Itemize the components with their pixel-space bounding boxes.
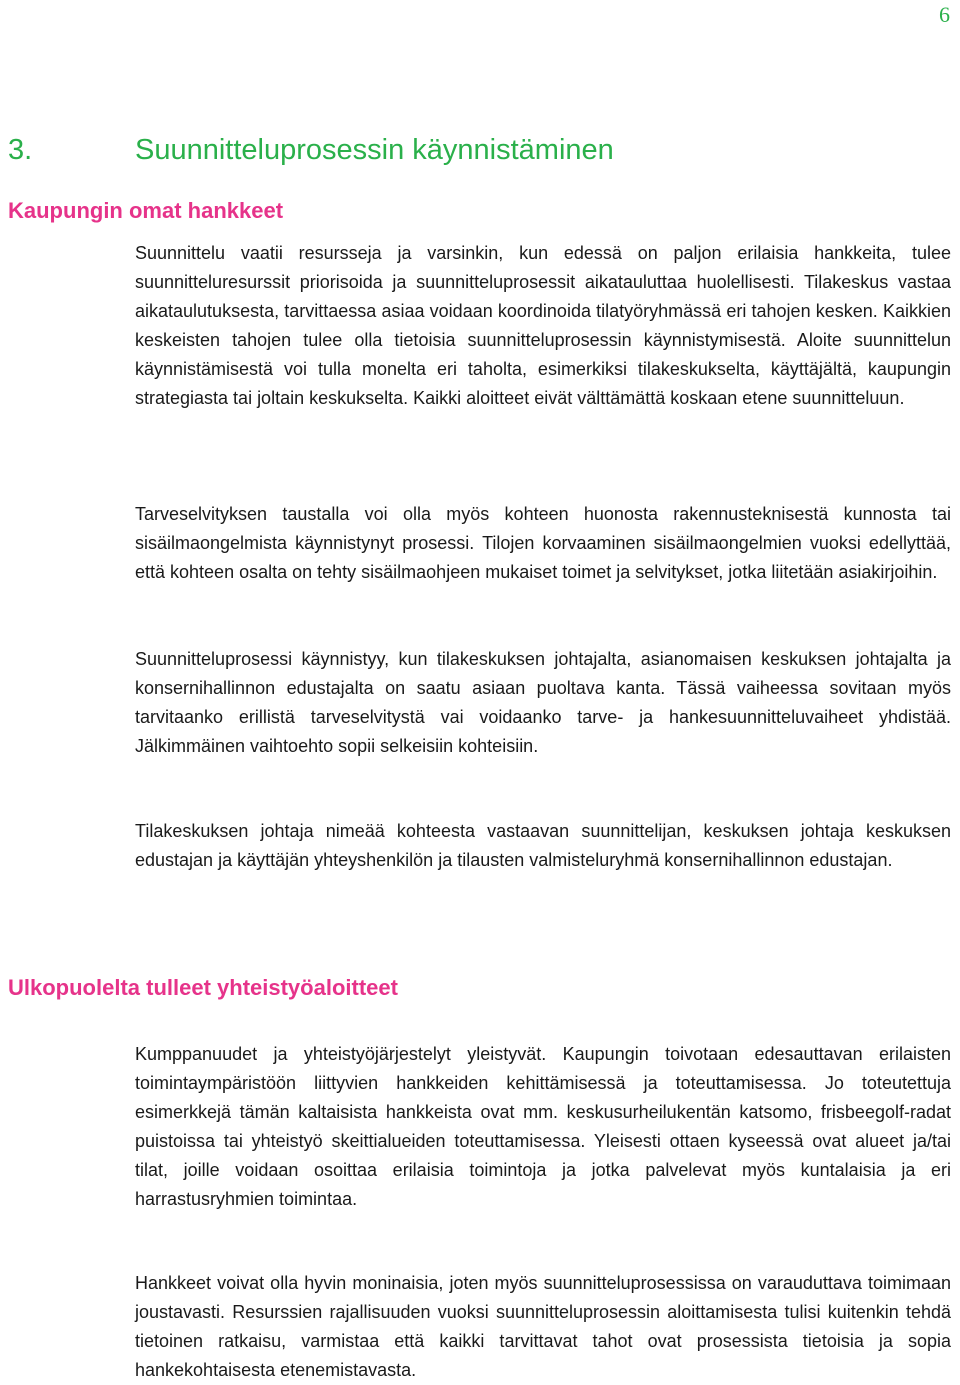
paragraph-1: Suunnittelu vaatii resursseja ja varsinkin, kun edessä on paljon erilaisia hankkeita, tulee suunnitteluresurssit priorisoida ja suunnitteluprosessit aikatauluttaa huolellisesti. Tilakeskus vastaa aikataulutuksesta, tarvittaessa asiaa voidaan koordinoida tilatyöryhmässä eri tahojen kesken. Kaikkien keskeisten tahojen tulee olla tietoisia suunnitteluprosessin käynnistymisestä. Aloite suunnittelun käynnistämisestä voi tulla monelta eri taholta, esimerkiksi tilakeskukselta, käyttäjältä, kaupungin strategiasta tai joltain keskukselta. Kaikki aloitteet eivät välttämättä koskaan etene suunnitteluun. [135,243,951,408]
chapter-title-text: Suunnitteluprosessin käynnistäminen [135,134,614,166]
paragraph-5: Kumppanuudet ja yhteistyöjärjestelyt yleistyvät. Kaupungin toivotaan edesauttavan erilaisten toimintaympäristöön liittyvien hankkeiden kehittämisessä ja toteuttamisessa. Jo toteutettuja esimerkkejä tämän kaltaisista hankkeista ovat mm. keskusurheilukentän katsomo, frisbeegolf-radat puistoissa tai yhteistyö skeittialueiden toteuttamisessa. Yleisesti ottaen kyseessä ovat alueet ja/tai tilat, joille voidaan osoittaa erilaisia toimintoja ja jotka palvelevat myös kuntalaisia ja eri harrastusryhmien toimintaa. [135,1044,951,1209]
chapter-title [8,132,948,168]
section-heading-ulkopuolelta-tulleet: Ulkopuolelta tulleet yhteistyöaloitteet [8,975,398,1000]
paragraph-3: Suunnitteluprosessi käynnistyy, kun tilakeskuksen johtajalta, asianomaisen keskuksen johtajalta ja konsernihallinnon edustajalta on saatu asiaan puoltava kanta. Tässä vaiheessa sovitaan myös tarvitaanko erillistä tarveselvitystä vai voidaanko tarve- ja hankesuunnitteluvaiheet yhdistää. Jälkimmäinen vaihtoehto sopii selkeisiin kohteisiin. [135,649,951,756]
section-heading-kaupungin-omat-hankkeet: Kaupungin omat hankkeet [8,198,284,223]
paragraph-2: Tarveselvityksen taustalla voi olla myös kohteen huonosta rakennusteknisestä kunnosta tai sisäilmaongelmista käynnistynyt prosessi. Tilojen korvaaminen sisäilmaongelmien vuoksi edellyttää, että kohteen osalta on tehty sisäilmaohjeen mukaiset toimet ja selvitykset, jotka liitetään asiakirjoihin. [135,504,951,582]
paragraph-6: Hankkeet voivat olla hyvin moninaisia, joten myös suunnitteluprosessissa on varauduttava toimimaan joustavasti. Resurssien rajallisuuden vuoksi suunnitteluprosessin aloittamisesta tulisi kuitenkin tehdä tietoinen ratkaisu, varmistaa että kaikki tarvittavat tahot ovat prosessista tietoisia ja sopia hankekohtaisesta etenemistavasta. [135,1273,951,1380]
page-number: 6 [939,2,950,27]
paragraph-4: Tilakeskuksen johtaja nimeää kohteesta vastaavan suunnittelijan, keskuksen johtaja keskuksen edustajan ja käyttäjän yhteyshenkilön ja tilausten valmisteluryhmä konsernihallinnon edustajan. [135,821,951,870]
chapter-number: 3. [8,134,33,166]
